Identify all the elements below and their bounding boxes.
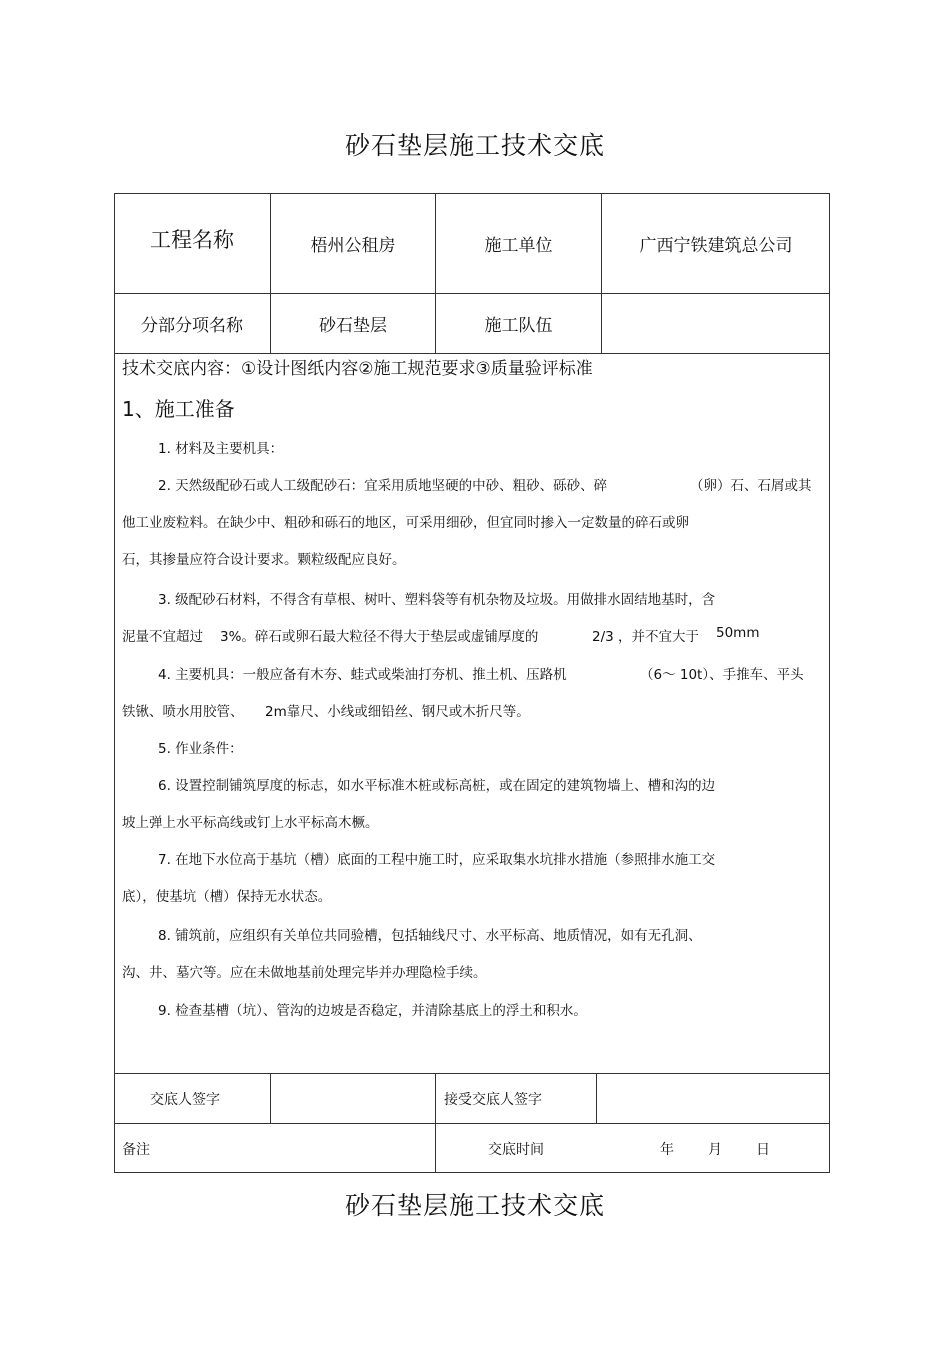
paragraph-line: 铁锹、喷水用胶管、 [122, 704, 244, 720]
day-label: 日 [756, 1141, 770, 1158]
paragraph-line: 4. 主要机具：一般应备有木夯、蛙式或柴油打夯机、推土机、压路机 [158, 667, 567, 683]
paragraph-line: 坡上弹上水平标高线或钉上水平标高木橛。 [122, 815, 379, 831]
subitem-name-label: 分部分项名称 [141, 316, 243, 336]
project-name-label: 工程名称 [150, 228, 234, 252]
remark-label: 备注 [122, 1141, 150, 1158]
paragraph-line: 他工业废粒料。在缺少中、粗砂和砾石的地区，可采用细砂，但宜同时掺入一定数量的碎石或卵 [122, 515, 689, 531]
giver-signature-label: 交底人签字 [150, 1091, 220, 1108]
paragraph-line: （6～ 10t）、手推车、平头 [640, 667, 804, 683]
paragraph-line: 9. 检查基槽（坑）、管沟的边坡是否稳定，并清除基底上的浮土和积水。 [158, 1003, 587, 1019]
construction-unit-label: 施工单位 [484, 235, 553, 256]
paragraph-line: 3%。碎石或卵石最大粒径不得大于垫层或虚铺厚度的 [220, 629, 539, 645]
paragraph-line: 50mm [716, 625, 760, 641]
section-heading: 1、施工准备 [122, 397, 235, 421]
subitem-name-value: 砂石垫层 [319, 316, 387, 336]
project-name-value: 梧州公租房 [310, 235, 396, 256]
month-label: 月 [708, 1141, 722, 1158]
receiver-signature-field[interactable] [597, 1074, 830, 1123]
paragraph-line: 6. 设置控制铺筑厚度的标志，如水平标准木桩或标高桩，或在固定的建筑物墙上、槽和沟的边 [158, 778, 716, 794]
document-title: 砂石垫层施工技术交底 [344, 131, 605, 160]
paragraph-line: 1. 材料及主要机具： [158, 441, 284, 457]
paragraph-line: 3. 级配砂石材料，不得含有草根、树叶、塑料袋等有机杂物及垃圾。用做排水固结地基时，含 [158, 592, 716, 608]
paragraph-line: 底），使基坑（槽）保持无水状态。 [122, 889, 332, 905]
paragraph-line: 2/3 ，并不宜大于 [592, 629, 700, 645]
handover-time-label: 交底时间 [488, 1141, 544, 1158]
paragraph-line: 8. 铺筑前，应组织有关单位共同验槽，包括轴线尺寸、水平标高、地质情况，如有无孔洞、 [158, 928, 702, 944]
construction-unit-value: 广西宁铁建筑总公司 [639, 235, 793, 256]
paragraph-line: 5. 作业条件： [158, 741, 243, 757]
receiver-signature-label: 接受交底人签字 [444, 1091, 542, 1108]
paragraph-line: 7. 在地下水位高于基坑（槽）底面的工程中施工时，应采取集水坑排水措施（参照排水施工交 [158, 852, 716, 868]
content-intro: 技术交底内容：①设计图纸内容②施工规范要求③质量验评标准 [122, 359, 593, 379]
paragraph-line: 石，其掺量应符合设计要求。颗粒级配应良好。 [122, 552, 406, 568]
construction-team-value [602, 294, 830, 353]
construction-team-label: 施工队伍 [484, 316, 553, 336]
paragraph-line: 泥量不宜超过 [122, 629, 203, 645]
document-title-repeat: 砂石垫层施工技术交底 [344, 1191, 605, 1220]
paragraph-line: 沟、井、墓穴等。应在未做地基前处理完毕并办理隐检手续。 [122, 965, 487, 981]
paragraph-line: 2. 天然级配砂石或人工级配砂石：宜采用质地坚硬的中砂、粗砂、砾砂、碎 [158, 478, 608, 494]
giver-signature-field[interactable] [271, 1074, 435, 1123]
paragraph-line: 2m靠尺、小线或细铅丝、钢尺或木折尺等。 [265, 704, 530, 720]
paragraph-line: （卵）石、石屑或其 [690, 478, 812, 494]
year-label: 年 [660, 1141, 674, 1158]
